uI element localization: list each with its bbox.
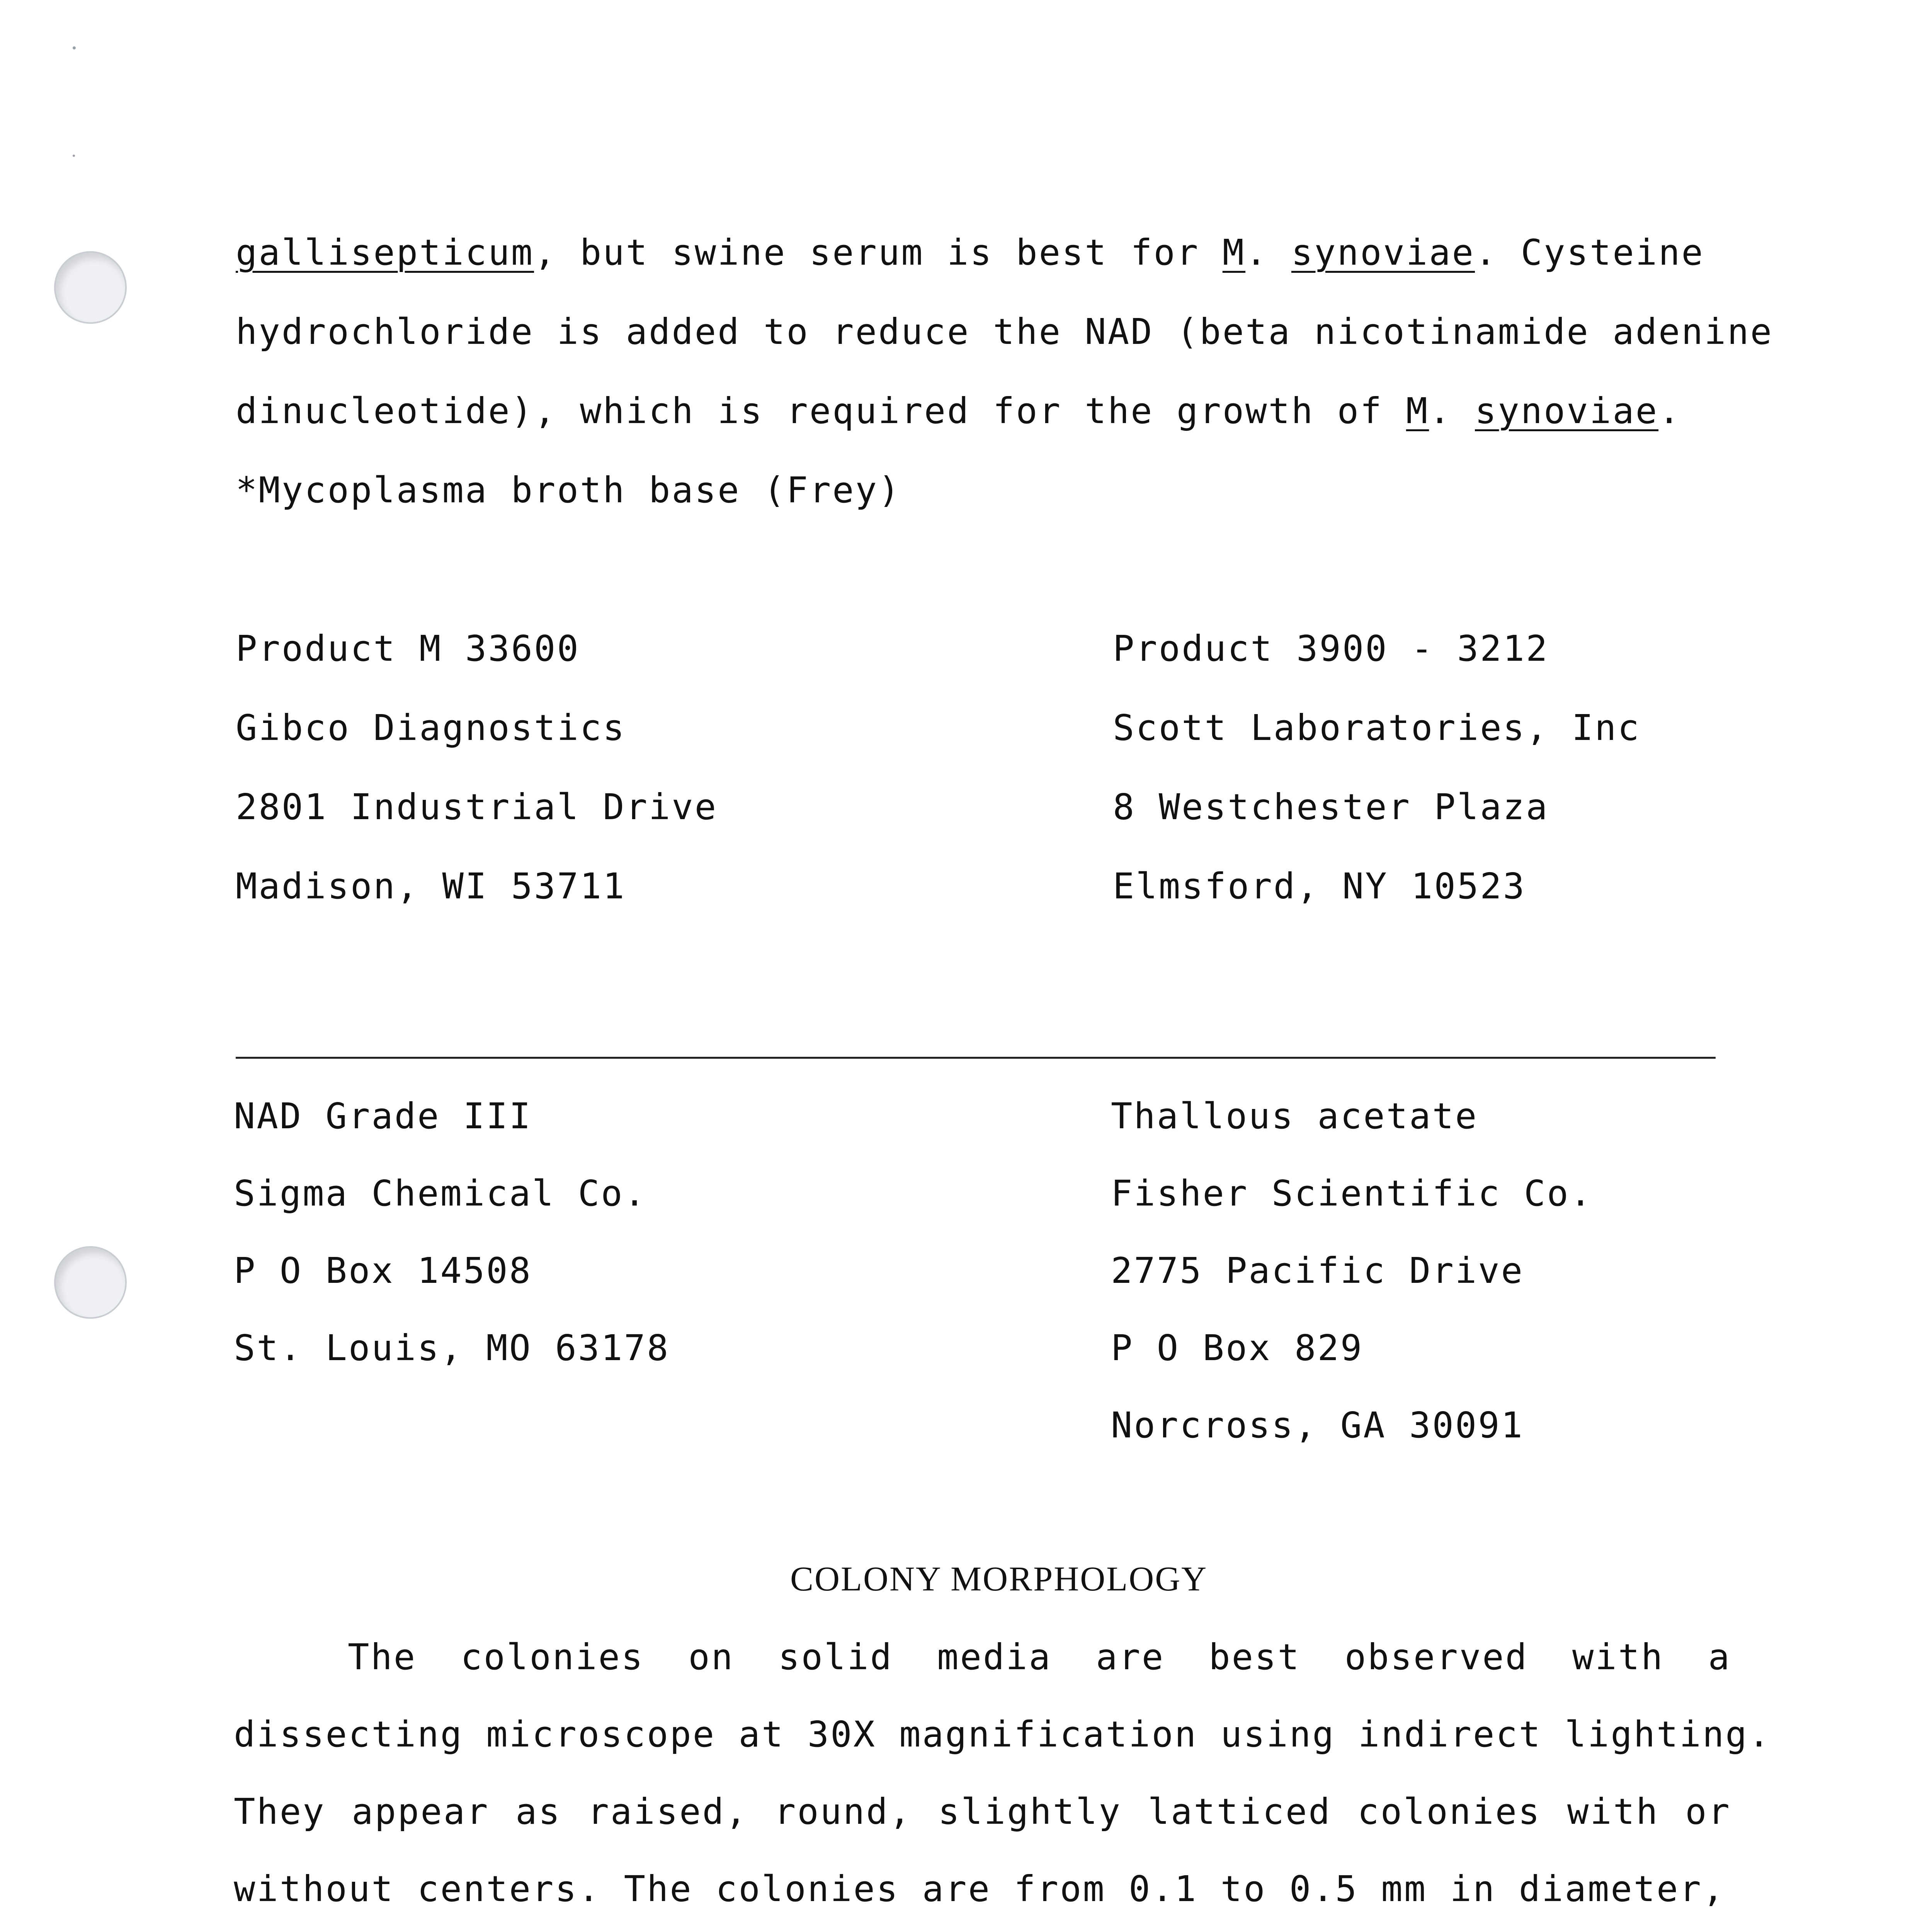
supplier-top-right-4: Elmsford, NY 10523	[1113, 866, 1526, 907]
colony-line-2: dissecting microscope at 30X magnification using indirect lighting.	[234, 1714, 1772, 1755]
supplier-bottom-left-1: NAD Grade III	[234, 1095, 532, 1137]
section-divider	[236, 1057, 1716, 1059]
colony-line-4: without centers. The colonies are from 0.1 to 0.5 mm in diameter,	[234, 1868, 1726, 1910]
supplier-bottom-right-3: 2775 Pacific Drive	[1111, 1250, 1524, 1291]
supplier-top-right-3: 8 Westchester Plaza	[1113, 786, 1549, 828]
intro-line-3: dinucleotide), which is required for the growth of M. synoviae.	[236, 390, 1682, 432]
intro-line-1: gallisepticum, but swine serum is best for M. synoviae. Cysteine	[236, 232, 1704, 273]
supplier-bottom-right-4: P O Box 829	[1111, 1327, 1364, 1369]
scan-speck	[73, 46, 76, 49]
supplier-bottom-left-3: P O Box 14508	[234, 1250, 532, 1291]
supplier-bottom-left-4: St. Louis, MO 63178	[234, 1327, 670, 1369]
supplier-top-right-1: Product 3900 - 3212	[1113, 628, 1549, 669]
binder-hole-middle	[54, 1246, 127, 1319]
supplier-top-left-4: Madison, WI 53711	[236, 866, 626, 907]
supplier-bottom-left-2: Sigma Chemical Co.	[234, 1173, 647, 1214]
supplier-top-right-2: Scott Laboratories, Inc	[1113, 707, 1641, 748]
intro-line-2: hydrochloride is added to reduce the NAD (beta nicotinamide adenine	[236, 311, 1774, 352]
supplier-bottom-right-5: Norcross, GA 30091	[1111, 1405, 1524, 1446]
species-gallisepticum: gallisepticum	[236, 232, 534, 273]
binder-hole-top	[54, 251, 127, 324]
supplier-bottom-right-1: Thallous acetate	[1111, 1095, 1478, 1137]
colony-heading: COLONY MORPHOLOGY	[790, 1560, 1208, 1598]
scan-speck	[73, 155, 75, 157]
supplier-bottom-right-2: Fisher Scientific Co.	[1111, 1173, 1593, 1214]
species-synoviae: synoviae	[1475, 390, 1659, 432]
supplier-top-left-1: Product M 33600	[236, 628, 580, 669]
intro-line-4: *Mycoplasma broth base (Frey)	[236, 469, 901, 511]
supplier-top-left-2: Gibco Diagnostics	[236, 707, 626, 748]
colony-line-1: The colonies on solid media are best observed with a	[348, 1636, 1731, 1678]
colony-line-3: They appear as raised, round, slightly latticed colonies with or	[234, 1791, 1731, 1832]
species-synoviae: synoviae	[1291, 232, 1475, 273]
supplier-top-left-3: 2801 Industrial Drive	[236, 786, 718, 828]
